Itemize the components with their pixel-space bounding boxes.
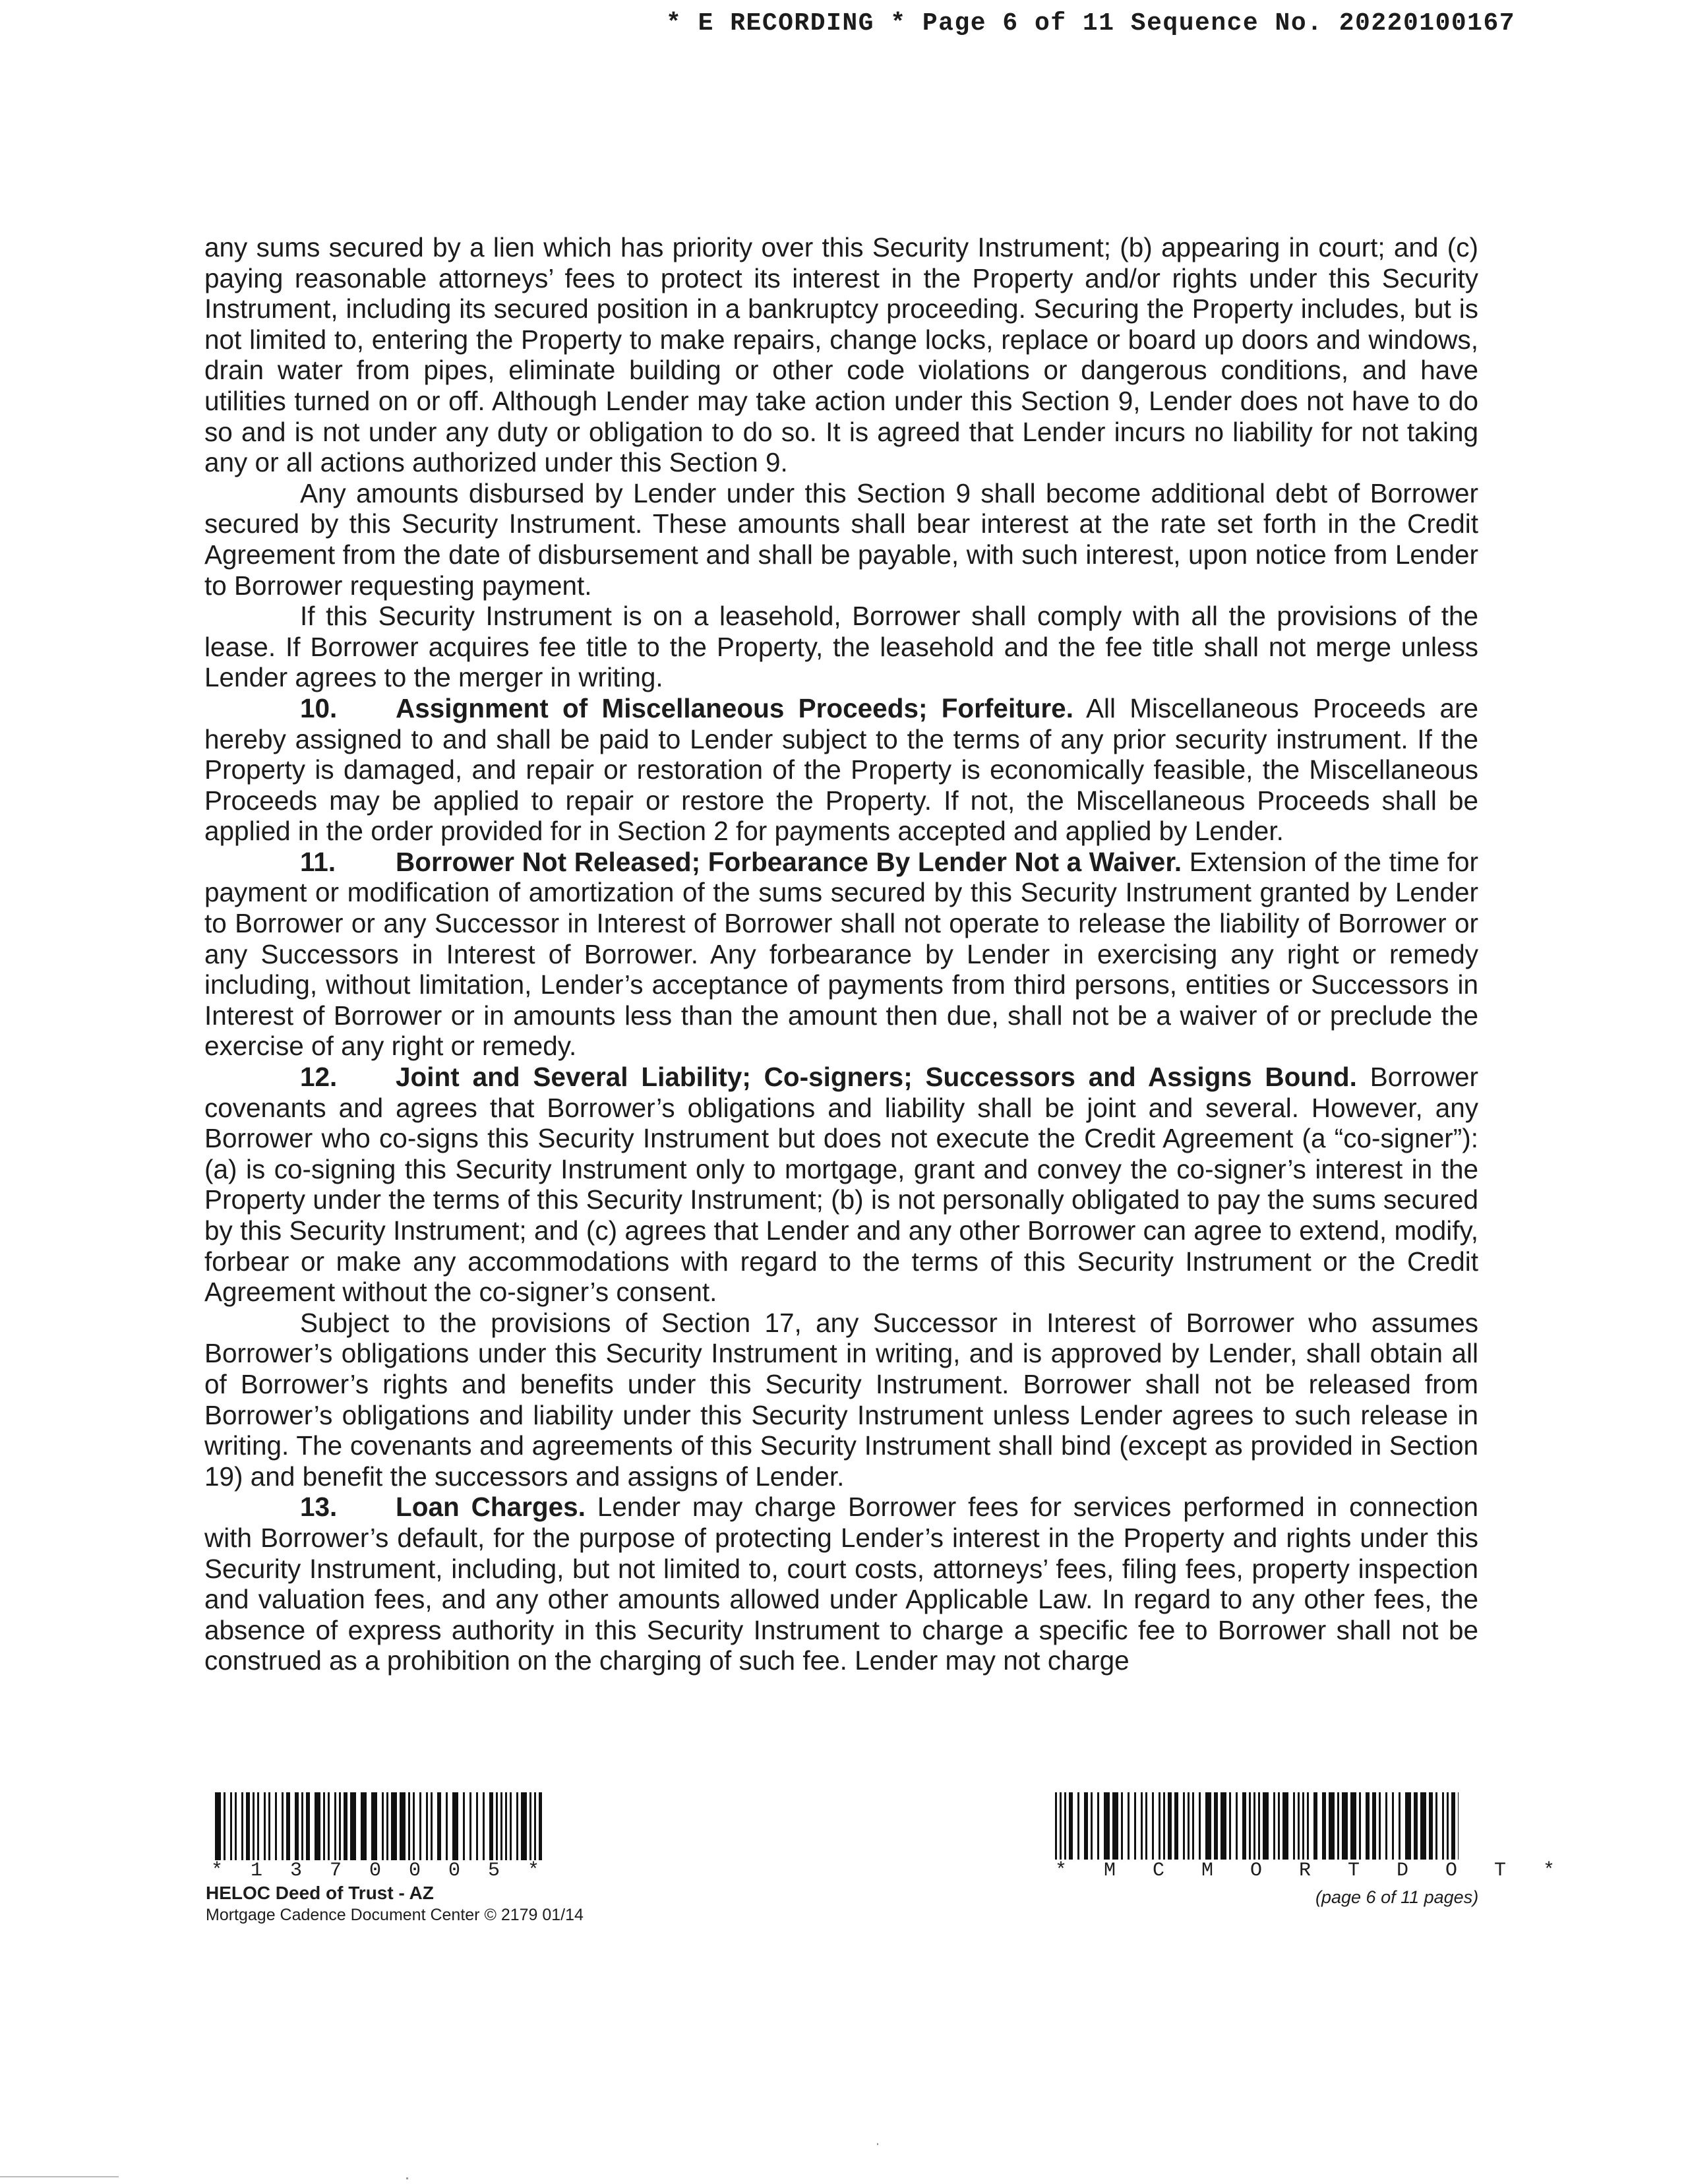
section-12-text: Borrower covenants and agrees that Borrower’s obligations and liability shall be joint and several. However, any Borrower who co-signs this Security Instrument but does not execute the Credit Agreement (a “co-signer”): (a) is co-signing this Security Instrument only to mortgage, grant and convey the co-signer’s interest in the Property under the terms of this Security Instrument; (b) is not personally obligated to pay the sums secured by this Security Instrument; and (c) agrees that Lender and any other Borrower can agree to extend, modify, forbear or make any accommodations with regard to the terms of this Security Instrument or the Credit Agreement without the co-signer’s consent. bbox=[204, 1062, 1479, 1308]
section-13-title: Loan Charges. bbox=[396, 1492, 586, 1523]
barcode-bar bbox=[1263, 1792, 1269, 1860]
barcode-gap bbox=[290, 1792, 295, 1860]
barcode-gap bbox=[1178, 1792, 1183, 1860]
barcode-gap bbox=[485, 1792, 489, 1860]
barcode-gap bbox=[270, 1792, 275, 1860]
barcode-bar bbox=[361, 1792, 367, 1860]
scan-speck bbox=[0, 2176, 119, 2177]
barcode-gap bbox=[377, 1792, 382, 1860]
barcode-gap bbox=[415, 1792, 419, 1860]
barcode-bar bbox=[539, 1792, 542, 1860]
section-12 bbox=[204, 1062, 1478, 1308]
barcode-bar bbox=[1458, 1792, 1459, 1860]
barcode-bar bbox=[1342, 1792, 1348, 1860]
barcode-gap bbox=[1079, 1792, 1084, 1860]
paragraph-section-9-continued: any sums secured by a lien which has priority over this Security Instrument; (b) appearing in court; and (c) paying reasonable attorneys’ fees to protect its interest in the Property and/or rights under this Security Instrument, including its secured position in a bankruptcy proceeding. Securing the Property includes, but is not limited to, entering the Property to make repairs, change locks, replace or board up doors and windows, drain water from pipes, eliminate building or other code violations or dangerous conditions, and have utilities turned on or off. Although Lender may take action under this Section 9, Lender does not have to do so and is not under any duty or obligation to do so. It is agreed that Lender incurs no liability for not taking any or all actions authorized under this Section 9. bbox=[204, 232, 1478, 478]
barcode-bar bbox=[1350, 1792, 1356, 1860]
paragraph-disbursed-amounts: Any amounts disbursed by Lender under this Section 9 shall become additional debt of Borrower secured by this Security Instrument. These amounts shall bear interest at the rate set forth in the Credit Agreement from the date of disbursement and shall be payable, with such interest, upon notice from Lender to Borrower requesting payment. bbox=[204, 477, 1478, 601]
barcode-right-digits: * M C M O R T D O T * bbox=[1055, 1860, 1568, 1882]
barcode-bar bbox=[521, 1792, 527, 1860]
barcode-bar bbox=[400, 1792, 406, 1860]
barcode-gap bbox=[237, 1792, 241, 1860]
barcode-gap bbox=[1147, 1792, 1152, 1860]
barcode-gap bbox=[1437, 1792, 1442, 1860]
barcode-gap bbox=[1387, 1792, 1392, 1860]
section-11-number: 11. bbox=[300, 846, 336, 877]
section-11-text: Extension of the time for payment or modification of amortization of the sums secured by this Security Instrument granted by Lender to Borrower or any Successor in Interest of Borrower shall not operate to release the liability of Borrower or any Successors in Interest of Borrower. Any forbearance by Lender in exercising any right or remedy including, without limitation, Lender’s acceptance of payments from third persons, entities or Successors in Interest of Borrower or in amounts less than the amount then due, shall not be a waiver of or preclude the exercise of any right or remedy. bbox=[204, 846, 1478, 1062]
barcode-left bbox=[215, 1792, 542, 1860]
barcode-gap bbox=[1154, 1792, 1159, 1860]
barcode-gap bbox=[1194, 1792, 1199, 1860]
barcode-left-digits: * 1 3 7 0 0 0 5 * bbox=[211, 1860, 548, 1882]
section-10-title: Assignment of Miscellaneous Proceeds; Forfeiture. bbox=[396, 692, 1073, 723]
section-12-number: 12. bbox=[300, 1062, 338, 1093]
section-13-number: 13. bbox=[300, 1492, 338, 1523]
barcode-gap bbox=[1136, 1792, 1141, 1860]
barcode-bar bbox=[1221, 1792, 1226, 1860]
barcode-gap bbox=[1231, 1792, 1236, 1860]
section-10 bbox=[204, 693, 1478, 847]
barcode-gap bbox=[448, 1792, 452, 1860]
section-11 bbox=[204, 847, 1478, 1062]
barcode-right bbox=[1055, 1792, 1459, 1860]
barcode-gap bbox=[458, 1792, 463, 1860]
barcode-bar bbox=[371, 1792, 377, 1860]
barcode-gap bbox=[1394, 1792, 1399, 1860]
barcode-bar bbox=[1420, 1792, 1426, 1860]
paragraph-leasehold: If this Security Instrument is on a leasehold, Borrower shall comply with all the provisions of the lease. If Borrower acquires fee title to the Property, the leasehold and the fee title shall not merge unless Lender agrees to the merger in writing. bbox=[204, 601, 1478, 693]
section-10-number: 10. bbox=[300, 692, 338, 723]
barcode-gap bbox=[433, 1792, 437, 1860]
section-10-text: All Miscellaneous Proceeds are hereby assigned to and shall be paid to Lender subject to the terms of any prior security instrument. If the Property is damaged, and repair or restoration of the Property is economically feasible, the Miscellaneous Proceeds may be applied to repair or restore the Property. If not, the Miscellaneous Proceeds shall be applied in the order provided for in Section 2 for payments accepted and applied by Lender. bbox=[204, 692, 1478, 847]
barcode-gap bbox=[421, 1792, 426, 1860]
barcode-gap bbox=[471, 1792, 476, 1860]
barcode-gap bbox=[277, 1792, 282, 1860]
barcode-bar bbox=[391, 1792, 397, 1860]
barcode-gap bbox=[1288, 1792, 1293, 1860]
document-body bbox=[204, 232, 1478, 1676]
scan-speck bbox=[877, 2143, 878, 2145]
barcode-bar bbox=[1112, 1792, 1118, 1860]
barcode-gap bbox=[1361, 1792, 1366, 1860]
barcode-bar bbox=[350, 1792, 356, 1860]
form-title: HELOC Deed of Trust - AZ bbox=[206, 1883, 434, 1903]
barcode-bar bbox=[1104, 1792, 1110, 1860]
barcode-gap bbox=[478, 1792, 483, 1860]
section-11-title: Borrower Not Released; Forbearance By Lender Not a Waiver. bbox=[396, 846, 1182, 877]
barcode-gap bbox=[1309, 1792, 1313, 1860]
barcode-gap bbox=[310, 1792, 315, 1860]
barcode-gap bbox=[512, 1792, 516, 1860]
barcode-bar bbox=[315, 1792, 320, 1860]
barcode-bar bbox=[215, 1792, 221, 1860]
section-13 bbox=[204, 1492, 1478, 1676]
barcode-bar bbox=[1329, 1792, 1335, 1860]
scan-speck bbox=[406, 2177, 408, 2179]
form-org: Mortgage Cadence Document Center © 2179 01/14 bbox=[206, 1906, 584, 1924]
barcode-gap bbox=[1381, 1792, 1385, 1860]
barcode-bar bbox=[452, 1792, 458, 1860]
barcode-gap bbox=[226, 1792, 230, 1860]
barcode-gap bbox=[1093, 1792, 1097, 1860]
barcode-bar bbox=[1282, 1792, 1288, 1860]
barcode-gap bbox=[1269, 1792, 1273, 1860]
paragraph-successors: Subject to the provisions of Section 17, any Successor in Interest of Borrower who assumes Borrower’s obligations under this Security Instrument in writing, and is approved by Lender, shall obtain all of Borrower’s rights and benefits under this Security Instrument. Borrower shall not be released from Borrower’s obligations and liability under this Security Instrument unless Lender agrees to such release in writing. The covenants and agreements of this Security Instrument shall bind (except as provided in Section 19) and benefit the successors and assigns of Lender. bbox=[204, 1307, 1478, 1492]
page-count: (page 6 of 11 pages) bbox=[1315, 1887, 1479, 1907]
barcode-gap bbox=[1238, 1792, 1242, 1860]
barcode-gap bbox=[367, 1792, 371, 1860]
barcode-gap bbox=[1201, 1792, 1205, 1860]
barcode-gap bbox=[259, 1792, 264, 1860]
barcode-gap bbox=[465, 1792, 469, 1860]
barcode-gap bbox=[330, 1792, 334, 1860]
barcode-gap bbox=[1317, 1792, 1322, 1860]
section-13-text: Lender may charge Borrower fees for services performed in connection with Borrower’s default, for the purpose of protecting Lender’s interest in the Property and rights under this Security Instrument, including, but not limited to, court costs, attorneys’ fees, filing fees, property inspection and valuation fees, and any other amounts allowed under Applicable Law. In regard to any other fees, the absence of express authority in this Security Instrument to charge a specific fee to Borrower shall not be construed as a prohibition on the charging of such fee. Lender may not charge bbox=[204, 1492, 1478, 1676]
section-12-title: Joint and Several Liability; Co-signers; Successors and Assigns Bound. bbox=[396, 1062, 1357, 1093]
barcode-gap bbox=[1099, 1792, 1104, 1860]
barcode-gap bbox=[1123, 1792, 1128, 1860]
barcode-gap bbox=[1130, 1792, 1134, 1860]
barcode-bar bbox=[1205, 1792, 1211, 1860]
barcode-bar bbox=[1405, 1792, 1411, 1860]
recording-header: * E RECORDING * Page 6 of 11 Sequence No. 20220100167 bbox=[666, 9, 1516, 38]
barcode-gap bbox=[1401, 1792, 1405, 1860]
barcode-gap bbox=[1073, 1792, 1077, 1860]
barcode-gap bbox=[356, 1792, 361, 1860]
barcode-gap bbox=[441, 1792, 446, 1860]
